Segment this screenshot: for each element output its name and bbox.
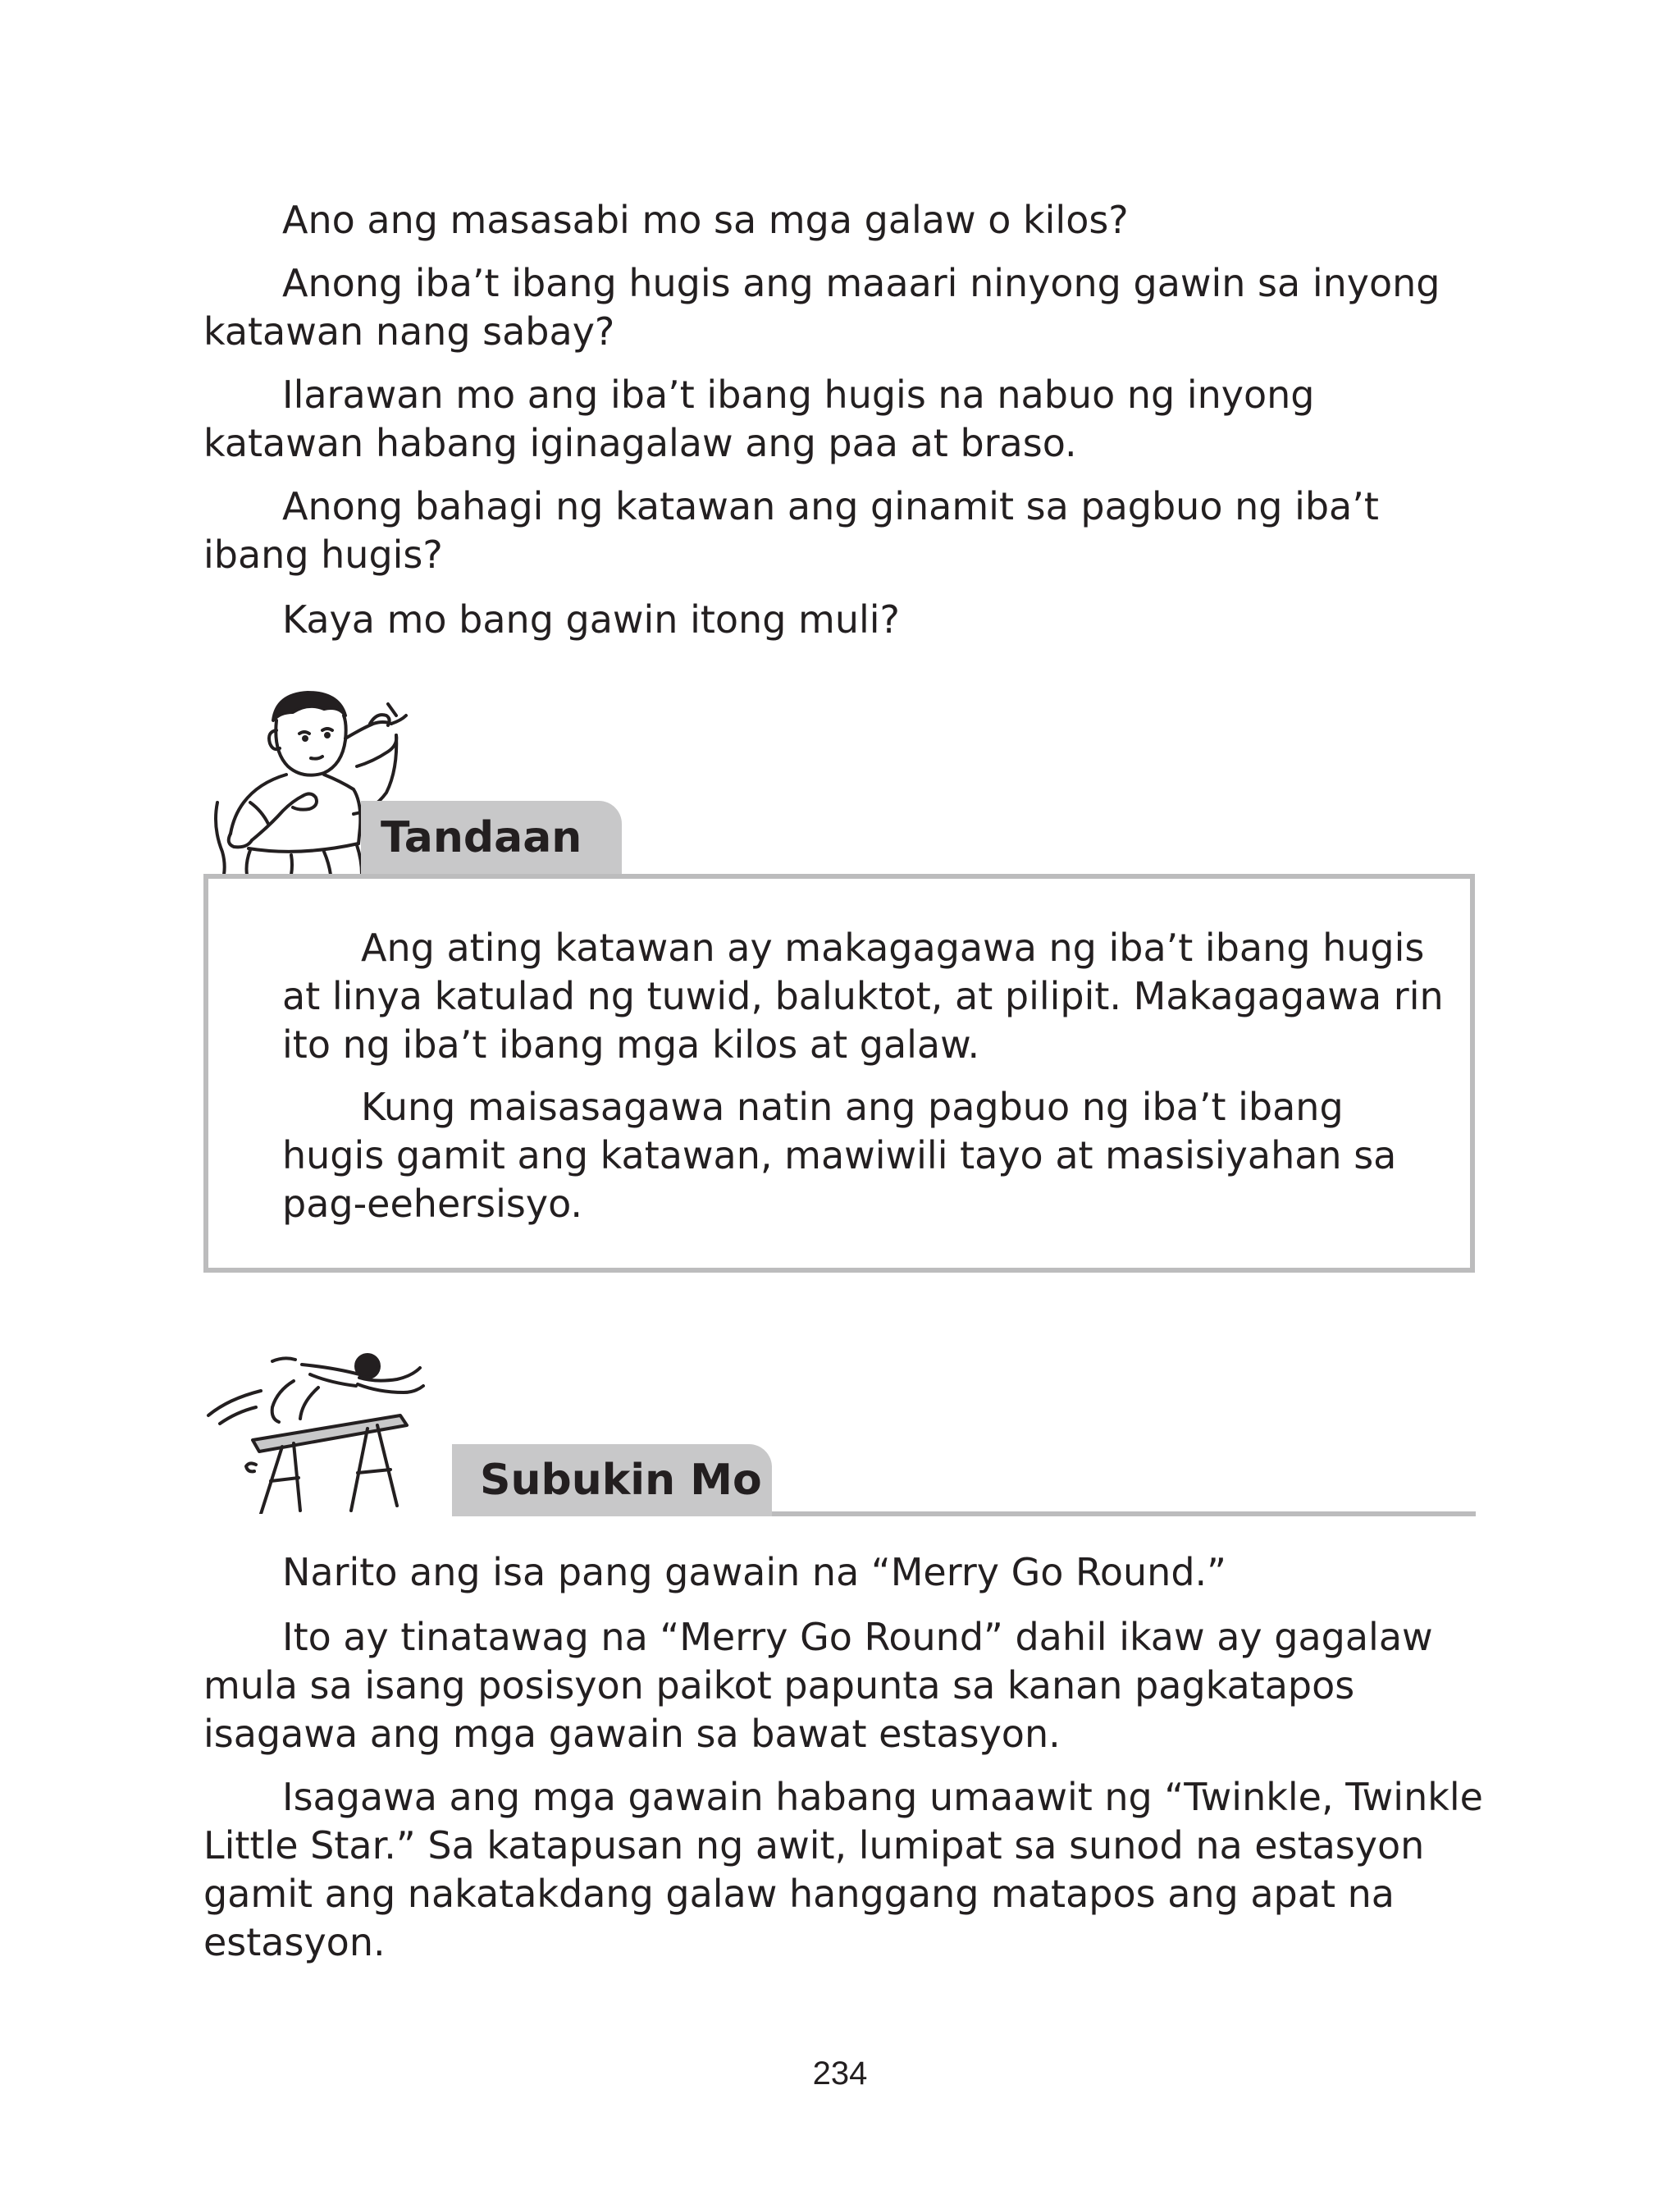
tandaan-title: Tandaan: [381, 812, 582, 862]
hurdle-jump-illustration: [203, 1350, 450, 1514]
subukin-mo-rule: [772, 1511, 1476, 1516]
tandaan-paragraph-2: Kung maisasagawa natin ang pagbuo ng iba’t ibang hugis gamit ang katawan, mawiwili tayo at masisiyahan sa pag-eehersisyo.: [282, 1085, 1397, 1226]
subukin-paragraph-3: Isagawa ang mga gawain habang umaawit ng “Twinkle, Twinkle Little Star.” Sa katapusan ng awit, lumipat sa sunod na estasyon gamit ang nakatakdang galaw hanggang matapos ang apat na estasyon.: [203, 1775, 1483, 1964]
subukin-mo-tab: [452, 1444, 772, 1516]
question-2: Anong iba’t ibang hugis ang maaari ninyong gawin sa inyong katawan nang sabay?: [203, 261, 1440, 354]
tandaan-paragraph-1: Ang ating katawan ay makagagawa ng iba’t ibang hugis at linya katulad ng tuwid, baluktot, at pilipit. Makagagawa rin ito ng iba’t ibang mga kilos at galaw.: [282, 926, 1444, 1067]
page-number: 234: [812, 2055, 868, 2092]
subukin-mo-title: Subukin Mo: [480, 1456, 762, 1505]
question-1: Ano ang masasabi mo sa mga galaw o kilos?: [282, 198, 1129, 242]
question-3: Ilarawan mo ang iba’t ibang hugis na nabuo ng inyong katawan habang iginagalaw ang paa at braso.: [203, 373, 1315, 465]
question-5: Kaya mo bang gawin itong muli?: [282, 597, 900, 642]
subukin-paragraph-2: Ito ay tinatawag na “Merry Go Round” dahil ikaw ay gagalaw mula sa isang posisyon paikot papunta sa kanan pagkatapos isagawa ang mga gawain sa bawat estasyon.: [203, 1615, 1433, 1756]
tandaan-tab: [361, 801, 622, 874]
question-4: Anong bahagi ng katawan ang ginamit sa pagbuo ng iba’t ibang hugis?: [203, 484, 1379, 577]
subukin-paragraph-1: Narito ang isa pang gawain na “Merry Go Round.”: [282, 1550, 1226, 1594]
